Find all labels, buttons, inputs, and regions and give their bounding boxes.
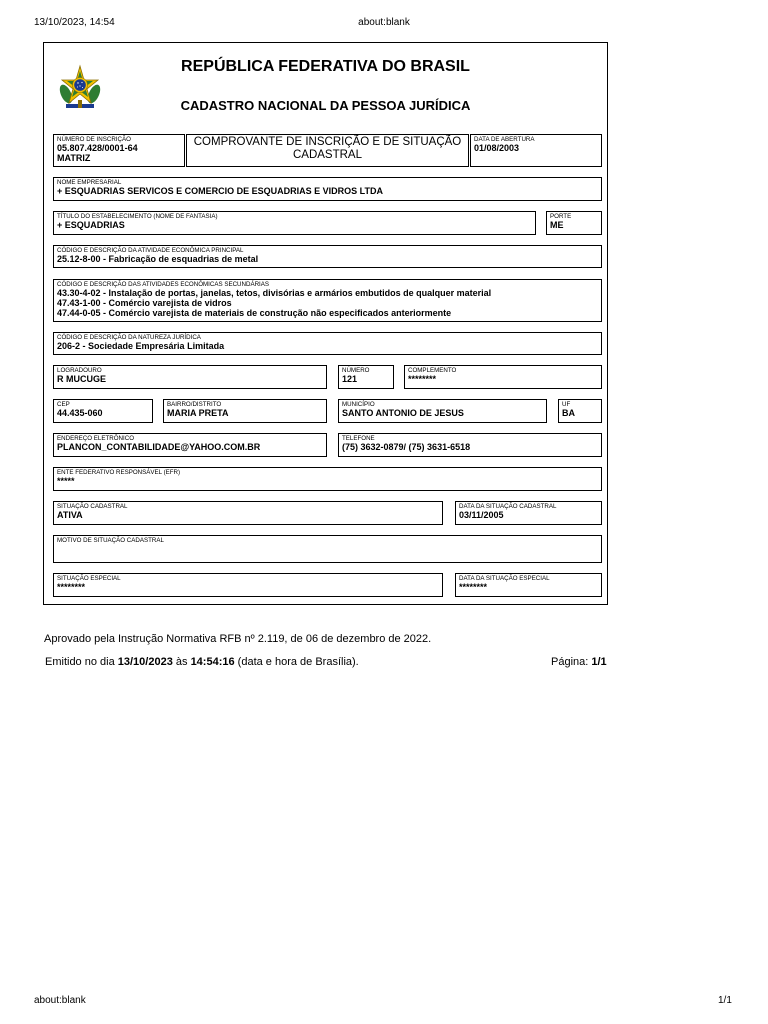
data-situacao-cadastral-field bbox=[455, 501, 602, 525]
telefone-field bbox=[338, 433, 602, 457]
situacao-especial-value: ******** bbox=[57, 582, 86, 592]
comprovante-title-box bbox=[186, 134, 469, 167]
pagina-value: 1/1 bbox=[591, 656, 607, 668]
situacao-cadastral-value: ATIVA bbox=[57, 510, 83, 520]
data-situacao-especial-field bbox=[455, 573, 602, 597]
data-abertura-label: DATA DE ABERTURA bbox=[474, 136, 535, 143]
data-situacao-cadastral-label: DATA DA SITUAÇÃO CADASTRAL bbox=[459, 503, 557, 510]
efr-value: ***** bbox=[57, 476, 75, 486]
atividade-secundaria-item: 47.44-0-05 - Comércio varejista de materiais de construção não especificados anteriormente bbox=[57, 308, 452, 318]
nome-empresarial-value: + ESQUADRIAS SERVICOS E COMERCIO DE ESQUADRIAS E VIDROS LTDA bbox=[57, 186, 383, 196]
logradouro-value: R MUCUGE bbox=[57, 374, 106, 384]
aprovacao-note: Aprovado pela Instrução Normativa RFB nº 2.119, de 06 de dezembro de 2022. bbox=[44, 633, 432, 645]
emissao-time: 14:54:16 bbox=[190, 656, 235, 668]
porte-value: ME bbox=[550, 220, 564, 230]
cep-value: 44.435-060 bbox=[57, 408, 103, 418]
natureza-juridica-field bbox=[53, 332, 602, 355]
municipio-field bbox=[338, 399, 547, 423]
emissao-mid: às bbox=[172, 656, 191, 668]
document-title: REPÚBLICA FEDERATIVA DO BRASIL bbox=[181, 58, 470, 75]
atividade-principal-value: 25.12-8-00 - Fabricação de esquadrias de metal bbox=[57, 254, 259, 264]
situacao-especial-field bbox=[53, 573, 443, 597]
numero-inscricao-value: 05.807.428/0001-64 bbox=[57, 143, 138, 153]
atividade-principal-label: CÓDIGO E DESCRIÇÃO DA ATIVIDADE ECONÔMICA PRINCIPAL bbox=[57, 247, 244, 254]
atividades-secundarias-field bbox=[53, 279, 602, 322]
email-value: PLANCON_CONTABILIDADE@YAHOO.COM.BR bbox=[57, 442, 261, 452]
bairro-field bbox=[163, 399, 327, 423]
uf-value: BA bbox=[562, 408, 575, 418]
brazil-coat-of-arms-icon bbox=[58, 64, 102, 112]
efr-label: ENTE FEDERATIVO RESPONSÁVEL (EFR) bbox=[57, 469, 181, 476]
complemento-field bbox=[404, 365, 602, 389]
situacao-cadastral-field bbox=[53, 501, 443, 525]
uf-field bbox=[558, 399, 602, 423]
pagina-indicator bbox=[551, 656, 607, 668]
emissao-prefix: Emitido no dia bbox=[45, 656, 118, 668]
atividade-secundaria-item: 43.30-4-02 - Instalação de portas, janelas, tetos, divisórias e armários embutidos de qualquer material bbox=[57, 288, 492, 298]
motivo-situacao-label: MOTIVO DE SITUAÇÃO CADASTRAL bbox=[57, 537, 164, 544]
numero-inscricao-field bbox=[53, 134, 185, 167]
municipio-value: SANTO ANTONIO DE JESUS bbox=[342, 408, 464, 418]
emissao-note bbox=[45, 656, 359, 668]
emissao-date: 13/10/2023 bbox=[117, 656, 173, 668]
cep-field bbox=[53, 399, 153, 423]
comprovante-line1: COMPROVANTE DE INSCRIÇÃO E DE SITUAÇÃO bbox=[193, 136, 462, 148]
natureza-juridica-label: CÓDIGO E DESCRIÇÃO DA NATUREZA JURÍDICA bbox=[57, 334, 201, 341]
data-abertura-field bbox=[470, 134, 602, 167]
situacao-cadastral-label: SITUAÇÃO CADASTRAL bbox=[57, 503, 128, 510]
complemento-label: COMPLEMENTO bbox=[408, 367, 457, 374]
natureza-juridica-value: 206-2 - Sociedade Empresária Limitada bbox=[57, 341, 225, 351]
bairro-label: BAIRRO/DISTRITO bbox=[167, 401, 222, 408]
print-url: about:blank bbox=[34, 995, 86, 1006]
atividade-principal-field bbox=[53, 245, 602, 268]
nome-fantasia-value: + ESQUADRIAS bbox=[57, 220, 125, 230]
pagina-label: Página: bbox=[551, 656, 592, 668]
cep-label: CEP bbox=[57, 401, 70, 408]
nome-empresarial-field bbox=[53, 177, 602, 201]
data-situacao-especial-value: ******** bbox=[459, 582, 488, 592]
estabelecimento-tipo-value: MATRIZ bbox=[57, 153, 91, 163]
bairro-value: MARIA PRETA bbox=[167, 408, 229, 418]
logradouro-label: LOGRADOURO bbox=[57, 367, 102, 374]
data-situacao-especial-label: DATA DA SITUAÇÃO ESPECIAL bbox=[459, 575, 550, 582]
numero-inscricao-label: NÚMERO DE INSCRIÇÃO bbox=[57, 136, 131, 143]
atividade-secundaria-item: 47.43-1-00 - Comércio varejista de vidros bbox=[57, 298, 232, 308]
uf-label: UF bbox=[562, 401, 571, 408]
complemento-value: ******** bbox=[408, 374, 437, 384]
print-page-title: about:blank bbox=[358, 17, 410, 28]
municipio-label: MUNICÍPIO bbox=[342, 401, 375, 408]
numero-value: 121 bbox=[342, 374, 358, 384]
telefone-value: (75) 3632-0879/ (75) 3631-6518 bbox=[342, 442, 471, 452]
numero-label: NÚMERO bbox=[342, 367, 370, 374]
porte-label: PORTE bbox=[550, 213, 572, 220]
nome-empresarial-label: NOME EMPRESARIAL bbox=[57, 179, 122, 186]
numero-field bbox=[338, 365, 394, 389]
email-label: ENDEREÇO ELETRÔNICO bbox=[57, 435, 135, 442]
comprovante-line2: CADASTRAL bbox=[292, 149, 363, 161]
email-field bbox=[53, 433, 327, 457]
logradouro-field bbox=[53, 365, 327, 389]
telefone-label: TELEFONE bbox=[342, 435, 375, 442]
print-datetime: 13/10/2023, 14:54 bbox=[34, 17, 115, 28]
emissao-suffix: (data e hora de Brasília). bbox=[234, 656, 359, 668]
data-abertura-value: 01/08/2003 bbox=[474, 143, 520, 153]
efr-field bbox=[53, 467, 602, 491]
situacao-especial-label: SITUAÇÃO ESPECIAL bbox=[57, 575, 121, 582]
motivo-situacao-field bbox=[53, 535, 602, 563]
data-situacao-cadastral-value: 03/11/2005 bbox=[459, 510, 504, 520]
print-page-count: 1/1 bbox=[718, 995, 732, 1006]
porte-field bbox=[546, 211, 602, 235]
nome-fantasia-field bbox=[53, 211, 536, 235]
atividades-secundarias-label: CÓDIGO E DESCRIÇÃO DAS ATIVIDADES ECONÔMICAS SECUNDÁRIAS bbox=[57, 281, 270, 288]
document-subtitle: CADASTRO NACIONAL DA PESSOA JURÍDICA bbox=[180, 98, 471, 113]
nome-fantasia-label: TÍTULO DO ESTABELECIMENTO (NOME DE FANTASIA) bbox=[57, 213, 218, 220]
